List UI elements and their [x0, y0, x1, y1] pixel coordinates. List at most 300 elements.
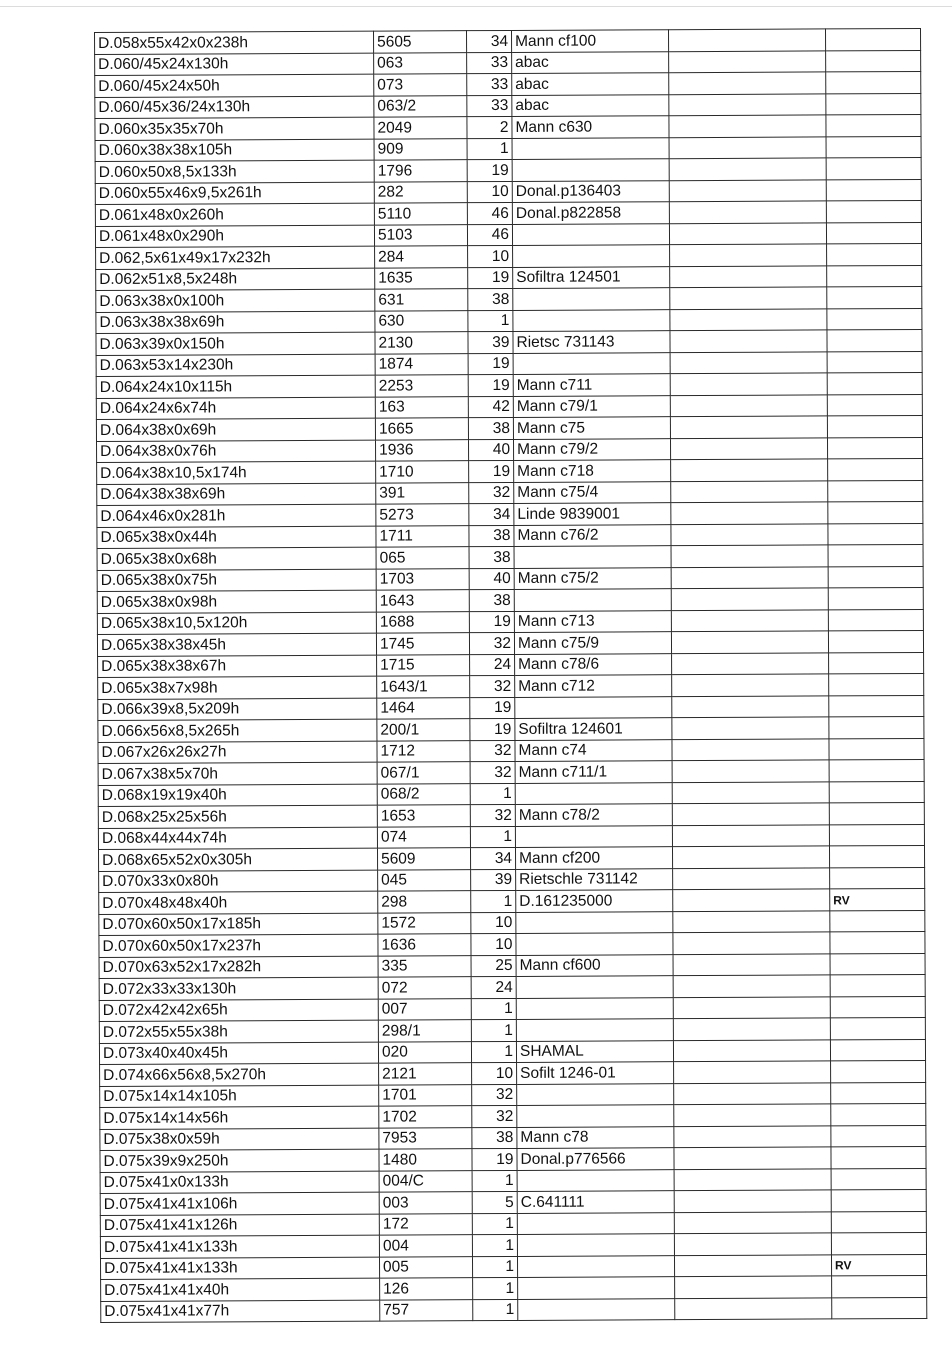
- quantity-cell: 33: [467, 52, 512, 74]
- reference-cell: [518, 1298, 675, 1320]
- reference-cell: [517, 1212, 674, 1234]
- note-cell: [829, 759, 924, 781]
- dimension-cell: D.060/45x36/24x130h: [95, 96, 374, 119]
- quantity-cell: 39: [468, 331, 513, 353]
- dimension-cell: D.070x33x0x80h: [99, 870, 378, 893]
- reference-cell: SHAMAL: [516, 1040, 673, 1062]
- blank-cell: [669, 158, 826, 180]
- blank-cell: [673, 953, 830, 975]
- note-cell: [831, 1168, 926, 1190]
- dimension-cell: D.068x25x25x56h: [98, 805, 377, 828]
- quantity-cell: 40: [468, 439, 513, 461]
- blank-cell: [670, 244, 827, 266]
- dimension-cell: D.060x35x35x70h: [95, 117, 374, 140]
- quantity-cell: 5: [472, 1191, 517, 1213]
- dimension-cell: D.062x51x8,5x248h: [96, 268, 375, 291]
- reference-cell: Mann c712: [515, 675, 672, 697]
- code-cell: 2049: [374, 117, 467, 139]
- note-cell: [831, 1232, 926, 1254]
- dimension-cell: D.065x38x10,5x120h: [97, 612, 376, 635]
- code-cell: 2130: [375, 332, 468, 354]
- note-cell: [830, 931, 925, 953]
- note-cell: [827, 243, 922, 265]
- code-cell: 072: [378, 977, 471, 999]
- code-cell: 1688: [376, 611, 469, 633]
- note-cell: [828, 523, 923, 545]
- reference-cell: D.161235000: [516, 890, 673, 912]
- note-cell: [830, 953, 925, 975]
- code-cell: 1635: [375, 267, 468, 289]
- note-cell: [831, 1103, 926, 1125]
- quantity-cell: 34: [469, 503, 514, 525]
- blank-cell: [670, 330, 827, 352]
- quantity-cell: 1: [470, 783, 515, 805]
- blank-cell: [668, 29, 825, 51]
- reference-cell: [516, 976, 673, 998]
- quantity-cell: 34: [466, 30, 511, 52]
- dimension-cell: D.063x53x14x230h: [96, 354, 375, 377]
- dimension-cell: D.075x41x41x126h: [100, 1214, 379, 1237]
- code-cell: 5110: [374, 203, 467, 225]
- blank-cell: [669, 179, 826, 201]
- note-cell: [828, 630, 923, 652]
- dimension-cell: D.070x60x50x17x185h: [99, 913, 378, 936]
- quantity-cell: 10: [467, 181, 512, 203]
- reference-cell: [517, 1083, 674, 1105]
- note-cell: [831, 1146, 926, 1168]
- quantity-cell: 1: [467, 138, 512, 160]
- blank-cell: [670, 416, 827, 438]
- reference-cell: [518, 1277, 675, 1299]
- dimension-cell: D.060/45x24x130h: [95, 53, 374, 76]
- note-cell: [828, 544, 923, 566]
- blank-cell: [670, 373, 827, 395]
- reference-cell: [512, 223, 669, 245]
- note-cell: [832, 1275, 927, 1297]
- blank-cell: [674, 1082, 831, 1104]
- blank-cell: [673, 932, 830, 954]
- code-cell: 1653: [377, 805, 470, 827]
- dimension-cell: D.063x39x0x150h: [96, 332, 375, 355]
- quantity-cell: 10: [471, 912, 516, 934]
- quantity-cell: 19: [470, 697, 515, 719]
- blank-cell: [675, 1297, 832, 1319]
- note-cell: [830, 1039, 925, 1061]
- dimension-cell: D.075x14x14x105h: [100, 1085, 379, 1108]
- blank-cell: [670, 437, 827, 459]
- quantity-cell: 39: [471, 869, 516, 891]
- blank-cell: [672, 760, 829, 782]
- note-cell: [829, 716, 924, 738]
- blank-cell: [672, 824, 829, 846]
- quantity-cell: 10: [471, 933, 516, 955]
- reference-cell: Mann c630: [512, 116, 669, 138]
- note-cell: RV: [831, 1254, 926, 1276]
- code-cell: 298/1: [378, 1020, 471, 1042]
- code-cell: 5103: [374, 224, 467, 246]
- code-cell: 045: [378, 869, 471, 891]
- reference-cell: [515, 782, 672, 804]
- table-body: [95, 28, 927, 1322]
- code-cell: 630: [375, 310, 468, 332]
- note-cell: [832, 1297, 927, 1319]
- note-cell: [827, 437, 922, 459]
- dimension-cell: D.060x50x8,5x133h: [95, 160, 374, 183]
- quantity-cell: 19: [468, 374, 513, 396]
- code-cell: 909: [374, 138, 467, 160]
- dimension-cell: D.065x38x38x45h: [97, 633, 376, 656]
- reference-cell: Rietschle 731142: [516, 868, 673, 890]
- reference-cell: [513, 352, 670, 374]
- blank-cell: [672, 803, 829, 825]
- quantity-cell: 10: [468, 245, 513, 267]
- quantity-cell: 1: [472, 1213, 517, 1235]
- blank-cell: [674, 1254, 831, 1276]
- blank-cell: [671, 631, 828, 653]
- quantity-cell: 1: [472, 1256, 517, 1278]
- dimension-cell: D.070x48x48x40h: [99, 891, 378, 914]
- quantity-cell: 32: [472, 1105, 517, 1127]
- blank-cell: [672, 674, 829, 696]
- code-cell: 1572: [378, 912, 471, 934]
- reference-cell: Donal.p136403: [512, 180, 669, 202]
- note-cell: [826, 222, 921, 244]
- blank-cell: [672, 738, 829, 760]
- reference-cell: Mann c75: [513, 417, 670, 439]
- quantity-cell: 40: [469, 568, 514, 590]
- note-cell: [830, 1017, 925, 1039]
- note-cell: [828, 566, 923, 588]
- quantity-cell: 1: [472, 1234, 517, 1256]
- dimension-cell: D.075x41x41x40h: [101, 1278, 380, 1301]
- blank-cell: [670, 351, 827, 373]
- reference-cell: [517, 1234, 674, 1256]
- code-cell: 067/1: [377, 762, 470, 784]
- code-cell: 172: [379, 1213, 472, 1235]
- note-cell: [830, 996, 925, 1018]
- code-cell: 2253: [375, 375, 468, 397]
- reference-cell: Mann cf600: [516, 954, 673, 976]
- note-cell: [827, 394, 922, 416]
- reference-cell: [517, 1255, 674, 1277]
- reference-cell: Mann c79/1: [513, 395, 670, 417]
- code-cell: 063: [374, 52, 467, 74]
- code-cell: 1665: [375, 418, 468, 440]
- reference-cell: abac: [512, 94, 669, 116]
- code-cell: 163: [375, 396, 468, 418]
- dimension-cell: D.060/45x24x50h: [95, 74, 374, 97]
- dimension-cell: D.074x66x56x8,5x270h: [100, 1063, 379, 1086]
- note-cell: [826, 136, 921, 158]
- dimension-cell: D.060x38x38x105h: [95, 139, 374, 162]
- quantity-cell: 32: [469, 632, 514, 654]
- quantity-cell: 1: [473, 1299, 518, 1321]
- quantity-cell: 19: [468, 267, 513, 289]
- blank-cell: [671, 523, 828, 545]
- note-cell: [828, 587, 923, 609]
- reference-cell: C.641111: [517, 1191, 674, 1213]
- note-cell: [828, 501, 923, 523]
- reference-cell: Mann c78/2: [515, 804, 672, 826]
- blank-cell: [674, 1147, 831, 1169]
- blank-cell: [671, 566, 828, 588]
- quantity-cell: 38: [468, 288, 513, 310]
- reference-cell: Mann c74: [515, 739, 672, 761]
- quantity-cell: 24: [470, 654, 515, 676]
- code-cell: 003: [379, 1192, 472, 1214]
- code-cell: 1745: [376, 633, 469, 655]
- code-cell: 1874: [375, 353, 468, 375]
- reference-cell: Mann c75/2: [514, 567, 671, 589]
- code-cell: 1702: [379, 1106, 472, 1128]
- quantity-cell: 19: [472, 1148, 517, 1170]
- reference-cell: [513, 245, 670, 267]
- note-cell: [827, 265, 922, 287]
- note-cell: [826, 50, 921, 72]
- reference-cell: abac: [512, 51, 669, 73]
- note-cell: [831, 1211, 926, 1233]
- blank-cell: [670, 265, 827, 287]
- reference-cell: Mann c711: [513, 374, 670, 396]
- note-cell: [826, 71, 921, 93]
- quantity-cell: 32: [470, 740, 515, 762]
- note-cell: [826, 157, 921, 179]
- dimension-cell: D.072x33x33x130h: [99, 977, 378, 1000]
- blank-cell: [670, 394, 827, 416]
- dimension-cell: D.066x39x8,5x209h: [98, 698, 377, 721]
- note-cell: [826, 179, 921, 201]
- table-row: [101, 1297, 927, 1323]
- code-cell: 065: [376, 547, 469, 569]
- code-cell: 005: [379, 1256, 472, 1278]
- note-cell: [830, 867, 925, 889]
- dimension-cell: D.075x14x14x56h: [100, 1106, 379, 1129]
- reference-cell: Mann c79/2: [513, 438, 670, 460]
- dimension-cell: D.065x38x0x75h: [97, 569, 376, 592]
- dimension-cell: D.068x44x44x74h: [98, 827, 377, 850]
- code-cell: 004/C: [379, 1170, 472, 1192]
- code-cell: 1703: [376, 568, 469, 590]
- note-cell: RV: [830, 888, 925, 910]
- code-cell: 126: [380, 1278, 473, 1300]
- dimension-cell: D.072x42x42x65h: [99, 999, 378, 1022]
- dimension-cell: D.061x48x0x260h: [95, 203, 374, 226]
- dimension-cell: D.064x38x0x69h: [96, 418, 375, 441]
- code-cell: 1636: [378, 934, 471, 956]
- blank-cell: [674, 1104, 831, 1126]
- reference-cell: [513, 309, 670, 331]
- reference-cell: Donal.p776566: [517, 1148, 674, 1170]
- dimension-cell: D.065x38x7x98h: [98, 676, 377, 699]
- quantity-cell: 32: [470, 675, 515, 697]
- code-cell: 1701: [379, 1084, 472, 1106]
- blank-cell: [674, 1125, 831, 1147]
- reference-cell: [512, 159, 669, 181]
- note-cell: [830, 974, 925, 996]
- code-cell: 335: [378, 955, 471, 977]
- reference-cell: Sofiltra 124501: [513, 266, 670, 288]
- dimension-cell: D.075x41x0x133h: [100, 1171, 379, 1194]
- blank-cell: [671, 459, 828, 481]
- quantity-cell: 46: [467, 202, 512, 224]
- dimension-cell: D.064x38x10,5x174h: [97, 461, 376, 484]
- quantity-cell: 1: [472, 1170, 517, 1192]
- note-cell: [825, 28, 920, 50]
- code-cell: 631: [375, 289, 468, 311]
- reference-cell: [516, 933, 673, 955]
- quantity-cell: 24: [471, 976, 516, 998]
- code-cell: 1464: [377, 697, 470, 719]
- note-cell: [831, 1060, 926, 1082]
- reference-cell: Sofilt 1246-01: [517, 1062, 674, 1084]
- dimension-cell: D.073x40x40x45h: [99, 1042, 378, 1065]
- dimension-cell: D.075x38x0x59h: [100, 1128, 379, 1151]
- dimension-cell: D.063x38x0x100h: [96, 289, 375, 312]
- code-cell: 757: [380, 1299, 473, 1321]
- reference-cell: Mann c75/9: [514, 632, 671, 654]
- blank-cell: [672, 652, 829, 674]
- reference-cell: Mann c718: [514, 460, 671, 482]
- blank-cell: [669, 201, 826, 223]
- code-cell: 1710: [376, 461, 469, 483]
- reference-cell: Donal.p822858: [512, 202, 669, 224]
- blank-cell: [672, 846, 829, 868]
- quantity-cell: 38: [469, 589, 514, 611]
- quantity-cell: 1: [471, 998, 516, 1020]
- blank-cell: [673, 867, 830, 889]
- quantity-cell: 32: [470, 761, 515, 783]
- quantity-cell: 10: [472, 1062, 517, 1084]
- code-cell: 007: [378, 998, 471, 1020]
- quantity-cell: 19: [468, 353, 513, 375]
- code-cell: 1715: [377, 654, 470, 676]
- blank-cell: [673, 975, 830, 997]
- quantity-cell: 1: [470, 826, 515, 848]
- blank-cell: [669, 50, 826, 72]
- quantity-cell: 19: [469, 611, 514, 633]
- dimension-cell: D.064x46x0x281h: [97, 504, 376, 527]
- dimension-cell: D.061x48x0x290h: [95, 225, 374, 248]
- blank-cell: [669, 115, 826, 137]
- reference-cell: Linde 9839001: [514, 503, 671, 525]
- dimension-cell: D.066x56x8,5x265h: [98, 719, 377, 742]
- blank-cell: [675, 1276, 832, 1298]
- code-cell: 073: [374, 74, 467, 96]
- note-cell: [827, 286, 922, 308]
- reference-cell: [514, 589, 671, 611]
- reference-cell: Mann c713: [514, 610, 671, 632]
- quantity-cell: 2: [467, 116, 512, 138]
- quantity-cell: 42: [468, 396, 513, 418]
- blank-cell: [670, 308, 827, 330]
- blank-cell: [673, 996, 830, 1018]
- dimension-cell: D.075x41x41x77h: [101, 1300, 380, 1323]
- note-cell: [827, 415, 922, 437]
- blank-cell: [674, 1190, 831, 1212]
- note-cell: [826, 200, 921, 222]
- code-cell: 2121: [379, 1063, 472, 1085]
- quantity-cell: 1: [471, 890, 516, 912]
- quantity-cell: 1: [471, 1041, 516, 1063]
- blank-cell: [672, 695, 829, 717]
- dimension-cell: D.072x55x55x38h: [99, 1020, 378, 1043]
- code-cell: 1643: [376, 590, 469, 612]
- code-cell: 298: [378, 891, 471, 913]
- code-cell: 5273: [376, 504, 469, 526]
- code-cell: 282: [374, 181, 467, 203]
- blank-cell: [674, 1061, 831, 1083]
- quantity-cell: 19: [467, 159, 512, 181]
- blank-cell: [671, 480, 828, 502]
- note-cell: [827, 351, 922, 373]
- dimension-cell: D.060x55x46x9,5x261h: [95, 182, 374, 205]
- quantity-cell: 34: [470, 847, 515, 869]
- code-cell: 284: [375, 246, 468, 268]
- note-cell: [829, 781, 924, 803]
- dimension-cell: D.067x26x26x27h: [98, 741, 377, 764]
- dimension-cell: D.068x19x19x40h: [98, 784, 377, 807]
- code-cell: 068/2: [377, 783, 470, 805]
- reference-cell: [517, 1169, 674, 1191]
- reference-cell: Mann cf100: [511, 30, 668, 52]
- quantity-cell: 1: [473, 1277, 518, 1299]
- code-cell: 200/1: [377, 719, 470, 741]
- dimension-cell: D.075x41x41x133h: [100, 1257, 379, 1280]
- code-cell: 1643/1: [377, 676, 470, 698]
- code-cell: 391: [376, 482, 469, 504]
- blank-cell: [673, 1039, 830, 1061]
- note-cell: [827, 372, 922, 394]
- reference-cell: Mann c76/2: [514, 524, 671, 546]
- dimension-cell: D.068x65x52x0x305h: [98, 848, 377, 871]
- reference-cell: abac: [512, 73, 669, 95]
- quantity-cell: 38: [472, 1127, 517, 1149]
- quantity-cell: 19: [470, 718, 515, 740]
- dimension-cell: D.065x38x38x67h: [98, 655, 377, 678]
- note-cell: [831, 1189, 926, 1211]
- blank-cell: [674, 1168, 831, 1190]
- dimension-cell: D.065x38x0x68h: [97, 547, 376, 570]
- dimension-cell: D.075x41x41x133h: [100, 1235, 379, 1258]
- blank-cell: [674, 1233, 831, 1255]
- reference-cell: [512, 137, 669, 159]
- quantity-cell: 1: [471, 1019, 516, 1041]
- blank-cell: [669, 93, 826, 115]
- blank-cell: [669, 136, 826, 158]
- dimension-cell: D.070x63x52x17x282h: [99, 956, 378, 979]
- blank-cell: [672, 717, 829, 739]
- reference-cell: Mann c78/6: [515, 653, 672, 675]
- dimension-cell: D.064x24x6x74h: [96, 397, 375, 420]
- blank-cell: [671, 545, 828, 567]
- dimension-cell: D.064x24x10x115h: [96, 375, 375, 398]
- code-cell: 1711: [376, 525, 469, 547]
- note-cell: [829, 673, 924, 695]
- dimension-cell: D.062,5x61x49x17x232h: [96, 246, 375, 269]
- dimension-cell: D.065x38x0x44h: [97, 526, 376, 549]
- dimension-cell: D.067x38x5x70h: [98, 762, 377, 785]
- reference-cell: [516, 997, 673, 1019]
- code-cell: 074: [377, 826, 470, 848]
- blank-cell: [671, 502, 828, 524]
- reference-cell: Mann cf200: [515, 847, 672, 869]
- note-cell: [828, 609, 923, 631]
- note-cell: [831, 1125, 926, 1147]
- reference-cell: Rietsc 731143: [513, 331, 670, 353]
- note-cell: [829, 802, 924, 824]
- quantity-cell: 19: [469, 460, 514, 482]
- code-cell: 1936: [375, 439, 468, 461]
